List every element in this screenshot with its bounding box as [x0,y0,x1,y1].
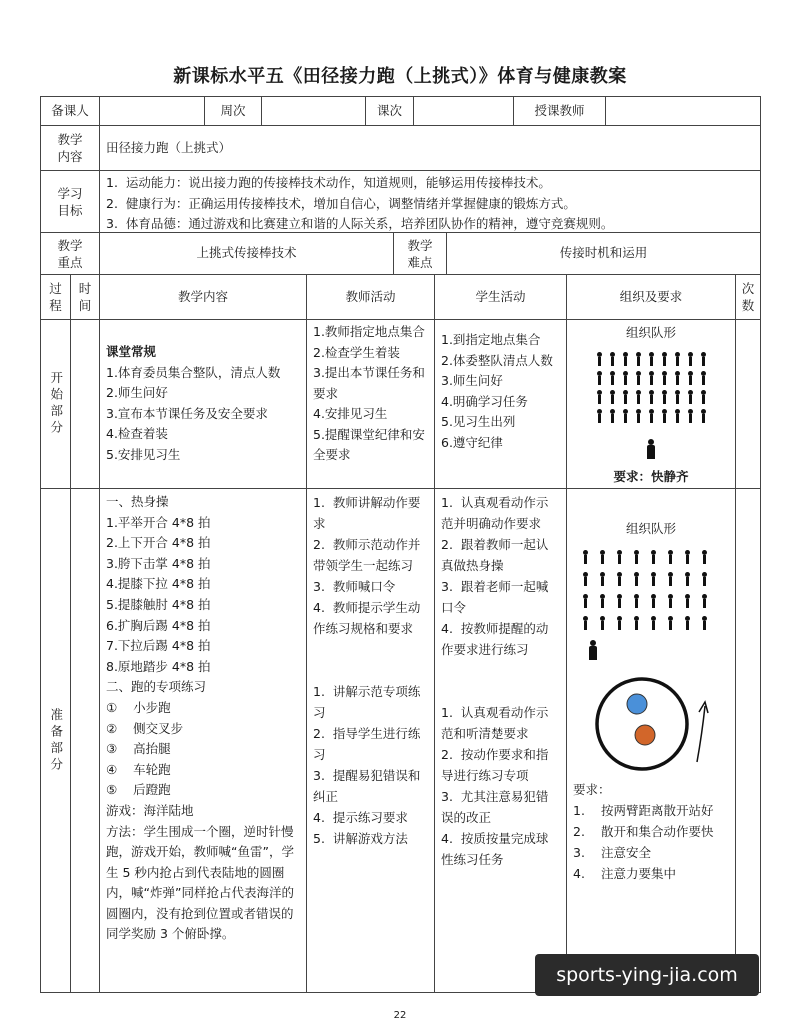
student-figure-icon [651,572,656,586]
student-figure-icon [668,550,673,564]
prep-student-item: 4. 按质按量完成球性练习任务 [441,831,549,867]
prep-teacher-item: 3. 提醒易犯错误和纠正 [313,768,421,804]
student-figure-icon [583,616,588,630]
student-figure-icon [597,371,602,385]
prep-content-item: 8.原地踏步 4*8 拍 [106,658,211,674]
running-circle [597,679,687,769]
student-figure-icon [649,352,654,366]
student-figure-icon [583,572,588,586]
prep-teacher-item: 1. 讲解示范专项练习 [313,684,421,720]
prep-content-item: 3.胯下击掌 4*8 拍 [106,555,211,571]
start-teacher-item: 1.教师指定地点集合 [313,324,425,339]
prep-content [99,488,307,993]
student-figure-icon [634,594,639,608]
prep-content-item: 2.上下开合 4*8 拍 [106,535,211,551]
prep-teacher-item: 2. 指导学生进行练习 [313,726,421,762]
prep-organization [566,488,736,993]
student-figure-icon [702,594,707,608]
start-section-label: 开始部分 [40,319,71,489]
student-figure-icon [634,616,639,630]
key-point-label: 教学重点 [40,232,100,275]
student-figure-icon [702,572,707,586]
prep-content-item: 方法：学生围成一个圈，逆时针慢跑，游戏开始，教师喊“鱼雷”，学生 5 秒内抢占到代表陆地的圆圈内，喊“炸弹”同样抢占代表海洋的圆圈内，没有抢到位置或者错误的同学奖励 3 个俯卧撑。 [106,823,294,942]
student-figure-icon [701,409,706,423]
student-figure-icon [701,371,706,385]
start-teacher-item: 4.安排见习生 [313,406,388,421]
teacher-figure-icon [589,640,597,660]
student-figure-icon [617,550,622,564]
student-figure-icon [685,572,690,586]
student-figure-icon [651,550,656,564]
start-student-item: 1.到指定地点集合 [441,332,541,347]
prep-org-title: 组织队形 [625,521,676,536]
prep-req-list [573,800,735,884]
prep-content-item: 6.扩胸后踢 4*8 拍 [106,617,211,633]
direction-arrow-icon [697,706,705,762]
prep-student-item: 3. 尤其注意易犯错误的改正 [441,789,549,825]
start-content-item: 2.师生问好 [106,385,168,400]
student-figure-icon [651,594,656,608]
start-org-title: 组织队形 [625,325,676,340]
prep-times-cell [735,488,761,993]
student-figure-icon [634,550,639,564]
student-figure-icon [662,409,667,423]
student-figure-icon [688,409,693,423]
page-title: 新课标水平五《田径接力跑（上挑式）》体育与健康教案 [173,66,627,87]
start-teacher-item: 3.提出本节课任务和要求 [313,365,425,401]
prep-student-item: 1. 认真观看动作示范并明确动作要求 [441,495,549,531]
prep-content-item: 游戏：海洋陆地 [106,802,194,818]
start-student-item: 4.明确学习任务 [441,393,528,409]
start-content-item: 5.安排见习生 [106,446,181,462]
col-student: 学生活动 [434,274,567,320]
difficulty-label: 教学难点 [393,232,447,275]
week-value[interactable] [261,96,366,126]
start-teacher [306,319,435,489]
student-figure-icon [617,594,622,608]
prep-teacher-item: 4. 提示练习要求 [313,810,408,825]
student-figure-icon [662,371,667,385]
col-content: 教学内容 [99,274,307,320]
week-label: 周次 [204,96,262,126]
student-figure-icon [617,616,622,630]
start-organization [566,319,736,489]
prep-teacher [306,488,435,993]
prep-teacher-item: 2. 教师示范动作并带领学生一起练习 [313,537,421,573]
student-figure-icon [675,371,680,385]
student-figure-icon [649,390,654,404]
prep-student-item: 1. 认真观看动作示范和听清楚要求 [441,705,549,741]
student-figure-icon [675,352,680,366]
student-figure-icon [636,390,641,404]
student-figure-icon [675,409,680,423]
sea-circle-marker [635,725,655,745]
student-figure-icon [668,616,673,630]
game-circle-diagram [567,674,735,774]
prep-content-item: 1.平举开合 4*8 拍 [106,514,211,530]
student-figure-icon [600,594,605,608]
student-figure-icon [600,572,605,586]
start-student-item: 6.遵守纪律 [441,434,503,450]
preparer-label: 备课人 [40,96,100,126]
start-content-item: 3.宣布本节课任务及安全要求 [106,405,268,421]
prep-content-item: 一、热身操 [106,494,169,509]
student-figure-icon [623,409,628,423]
prep-content-item: 7.下拉后踢 4*8 拍 [106,638,211,654]
student-figure-icon [610,409,615,423]
student-figure-icon [610,371,615,385]
student-figure-icon [623,352,628,366]
prep-section-label: 准备部分 [40,488,71,993]
student-figure-icon [701,390,706,404]
objective-item: 3. 体育品德：通过游戏和比赛建立和谐的人际关系，培养团队协作的精神，遵守竞赛规则。 [106,216,614,231]
student-figure-icon [597,352,602,366]
student-figure-icon [668,572,673,586]
student-figure-icon [649,409,654,423]
prep-teacher-item: 1. 教师讲解动作要求 [313,495,421,531]
key-point-value: 上挑式传接棒技术 [99,232,394,275]
start-teacher-item: 2.检查学生着装 [313,344,400,360]
student-figure-icon [688,371,693,385]
student-figure-icon [583,550,588,564]
prep-req-title: 要求： [573,781,611,797]
prep-content-item: ⑤ 后蹬跑 [106,782,171,798]
prep-time-cell [70,488,100,993]
arrow-head [699,702,708,713]
student-figure-icon [668,594,673,608]
prep-student-item: 3. 跟着老师一起喊口令 [441,579,549,615]
start-content-heading: 课堂常规 [106,344,157,359]
student-figure-icon [610,390,615,404]
start-content-item: 1.体育委员集合整队，清点人数 [106,364,281,380]
student-figure-icon [688,352,693,366]
prep-content-item: ① 小步跑 [106,699,171,715]
student-figure-icon [685,550,690,564]
teacher-figure-icon [647,439,655,459]
prep-req-item: 3. 注意安全 [573,845,652,860]
difficulty-value: 传接时机和运用 [446,232,761,275]
student-figure-icon [610,352,615,366]
prep-content-item: 二、跑的专项练习 [106,679,207,695]
lesson-plan-table [40,96,761,993]
prep-student-item: 2. 按动作要求和指导进行练习专项 [441,747,549,783]
objectives-list [99,170,761,233]
col-times: 次数 [735,274,761,320]
student-figure-icon [675,390,680,404]
student-figure-icon [662,390,667,404]
student-figure-icon [649,371,654,385]
col-process: 过程 [40,274,71,320]
prep-content-item: ② 侧交叉步 [106,720,184,736]
watermark-banner: sports-ying-jia.com [535,954,759,996]
start-formation [567,352,735,423]
prep-req-item: 2. 散开和集合动作要快 [573,824,714,839]
prep-teacher-item: 4. 教师提示学生动作练习规格和要求 [313,600,421,636]
student-figure-icon [597,409,602,423]
lesson-no-value[interactable] [413,96,514,126]
prep-teacher-item: 3. 教师喊口令 [313,579,396,594]
prep-student [434,488,567,993]
student-figure-icon [634,572,639,586]
objective-item: 2. 健康行为：正确运用传接棒技术，增加自信心，调整情绪并掌握健康的锻炼方式。 [106,195,576,211]
teacher-value[interactable] [605,96,761,126]
content-label: 教学内容 [40,125,100,171]
student-figure-icon [636,371,641,385]
page-number: 22 [393,1010,407,1021]
lesson-no-label: 课次 [365,96,414,126]
col-organization: 组织及要求 [566,274,736,320]
student-figure-icon [623,390,628,404]
student-figure-icon [617,572,622,586]
prep-content-item: ④ 车轮跑 [106,761,171,777]
start-content [99,319,307,489]
objective-item: 1. 运动能力：说出接力跑的传接棒技术动作，知道规则，能够运用传接棒技术。 [106,175,551,190]
prep-req-item: 4. 注意力要集中 [573,866,677,881]
start-student [434,319,567,489]
student-figure-icon [636,352,641,366]
student-figure-icon [685,594,690,608]
student-figure-icon [688,390,693,404]
student-figure-icon [600,616,605,630]
start-teacher-item: 5.提醒课堂纪律和安全要求 [313,426,425,462]
prep-req-item: 1. 按两臂距离散开站好 [573,803,714,818]
start-student-item: 2.体委整队清点人数 [441,352,553,368]
col-time: 时间 [70,274,100,320]
student-figure-icon [636,409,641,423]
student-figure-icon [702,616,707,630]
start-content-item: 4.检查着装 [106,426,168,441]
student-figure-icon [685,616,690,630]
content-value: 田径接力跑（上挑式） [99,125,761,171]
start-org-requirement: 要求：快静齐 [613,468,689,484]
prep-content-item: 4.提膝下拉 4*8 拍 [106,576,211,592]
objectives-label: 学习目标 [40,170,100,233]
preparer-value[interactable] [99,96,205,126]
start-time-cell [70,319,100,489]
start-student-item: 5.见习生出列 [441,414,516,429]
prep-content-item: ③ 高抬腿 [106,741,171,757]
teacher-label: 授课教师 [513,96,606,126]
student-figure-icon [662,352,667,366]
land-circle-marker [627,694,647,714]
student-figure-icon [651,616,656,630]
prep-formation [583,550,735,630]
prep-student-item: 4. 按教师提醒的动作要求进行练习 [441,621,549,657]
student-figure-icon [702,550,707,564]
student-figure-icon [701,352,706,366]
student-figure-icon [600,550,605,564]
start-times-cell [735,319,761,489]
prep-student-item: 2. 跟着教师一起认真做热身操 [441,537,549,573]
student-figure-icon [623,371,628,385]
student-figure-icon [597,390,602,404]
student-figure-icon [583,594,588,608]
prep-content-item: 5.提膝触肘 4*8 拍 [106,596,211,612]
col-teacher: 教师活动 [306,274,435,320]
prep-teacher-item: 5. 讲解游戏方法 [313,831,408,846]
start-student-item: 3.师生问好 [441,373,503,388]
